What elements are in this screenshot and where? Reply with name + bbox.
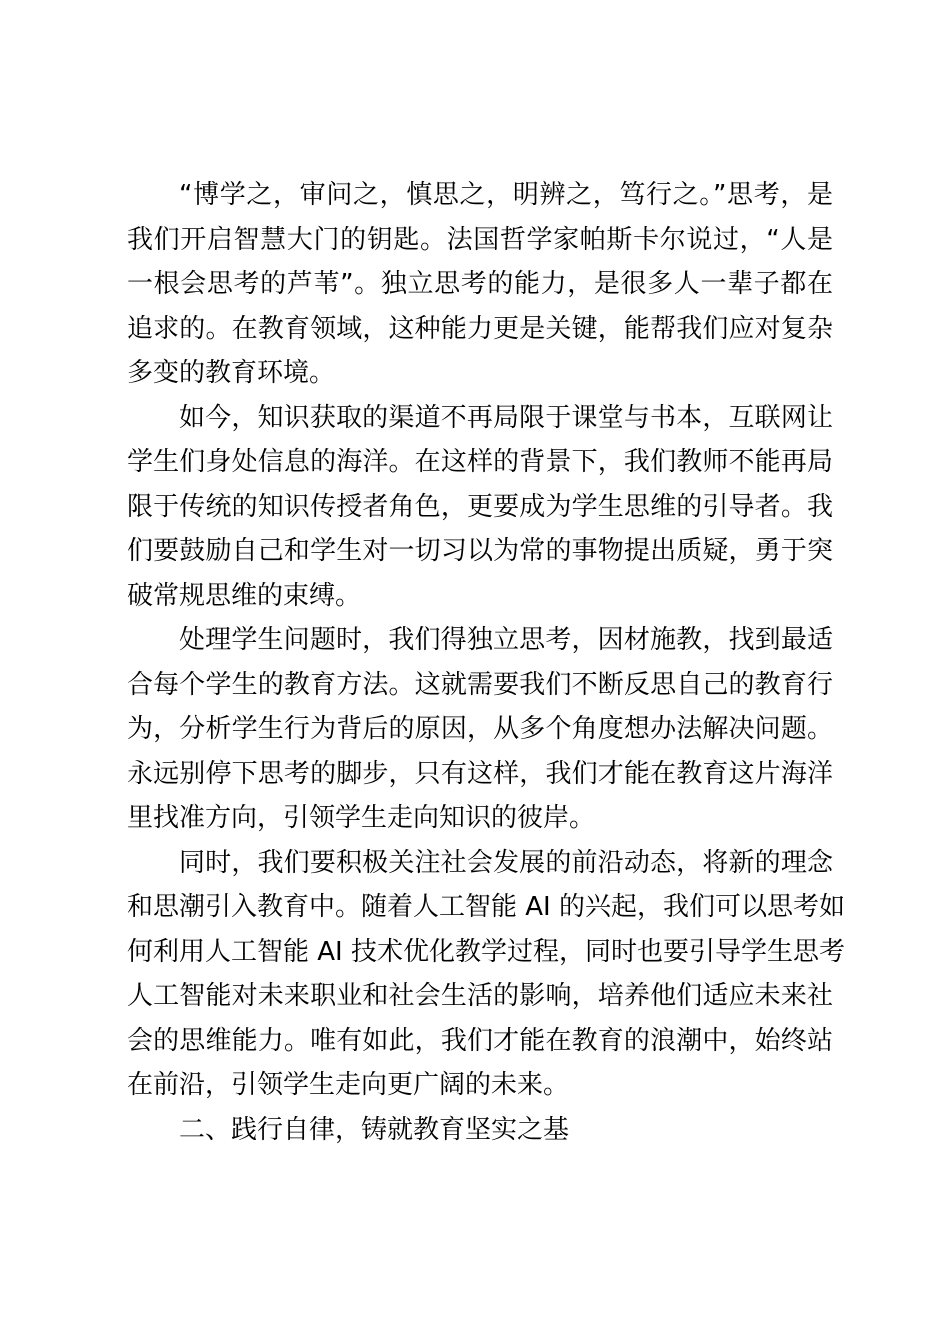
paragraph-1-line-4: 追求的。在教育领域，这种能力更是关键，能帮我们应对复杂 — [127, 313, 833, 344]
paragraph-2-line-4: 们要鼓励自己和学生对一切习以为常的事物提出质疑，勇于突 — [127, 536, 833, 566]
paragraph-3-line-2: 合每个学生的教育方法。这就需要我们不断反思自己的教育行 — [127, 669, 833, 700]
paragraph-4-line-6: 在前沿，引领学生走向更广阔的未来。 — [127, 1070, 570, 1100]
paragraph-2-line-5: 破常规思维的束缚。 — [127, 580, 362, 611]
paragraph-2-line-3: 限于传统的知识传授者角色，更要成为学生思维的引导者。我 — [127, 491, 833, 522]
paragraph-3-line-1: 处理学生问题时，我们得独立思考，因材施教，找到最适 — [179, 625, 833, 655]
paragraph-1-line-5: 多变的教育环境。 — [127, 358, 336, 388]
paragraph-4-line-2: 和思潮引入教育中。随着人工智能 AI 的兴起，我们可以思考如 — [127, 892, 845, 922]
paragraph-3-line-3: 为，分析学生行为背后的原因，从多个角度想办法解决问题。 — [127, 714, 833, 744]
paragraph-3-line-5: 里找准方向，引领学生走向知识的彼岸。 — [127, 803, 596, 833]
paragraph-2-line-1: 如今，知识获取的渠道不再局限于课堂与书本，互联网让 — [179, 402, 833, 433]
paragraph-1-line-1: “博学之，审问之，慎思之，明辨之，笃行之。”思考，是 — [179, 180, 833, 210]
paragraph-4-line-1: 同时，我们要积极关注社会发展的前沿动态，将新的理念 — [179, 847, 833, 878]
section-heading: 二、践行自律，铸就教育坚实之基 — [179, 1114, 570, 1145]
paragraph-3-line-4: 永远别停下思考的脚步，只有这样，我们才能在教育这片海洋 — [127, 758, 833, 789]
paragraph-4-line-4: 人工智能对未来职业和社会生活的影响，培养他们适应未来社 — [127, 981, 833, 1011]
paragraph-2-line-2: 学生们身处信息的海洋。在这样的背景下，我们教师不能再局 — [127, 447, 833, 477]
paragraph-4-line-3: 何利用人工智能 AI 技术优化教学过程，同时也要引导学生思考 — [127, 936, 845, 967]
paragraph-4-line-5: 会的思维能力。唯有如此，我们才能在教育的浪潮中，始终站 — [127, 1025, 833, 1056]
paragraph-1-line-2: 我们开启智慧大门的钥匙。法国哲学家帕斯卡尔说过，“人是 — [127, 224, 833, 255]
document-body — [127, 173, 845, 1152]
paragraph-1-line-3: 一根会思考的芦苇”。独立思考的能力，是很多人一辈子都在 — [127, 269, 833, 299]
